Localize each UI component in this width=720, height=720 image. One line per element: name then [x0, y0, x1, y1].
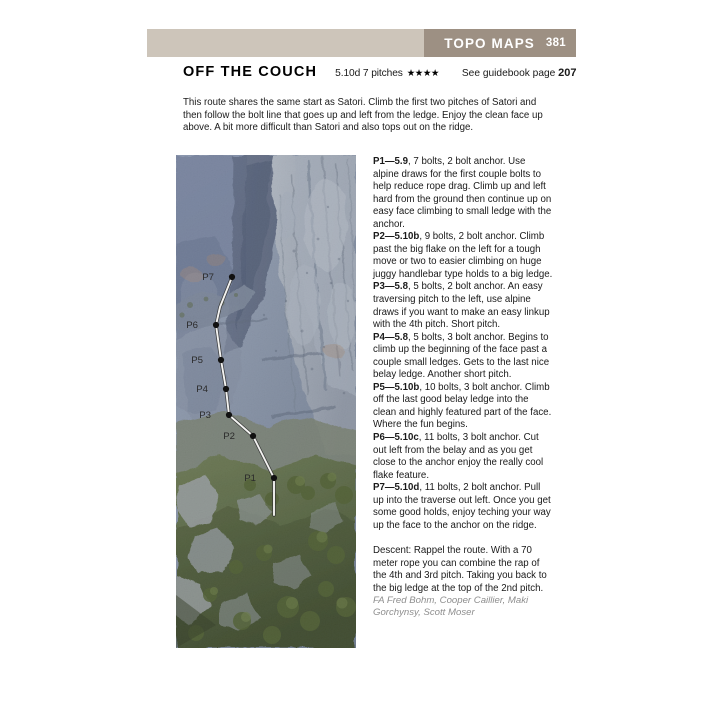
pitch-entry-p2 [373, 231, 553, 281]
pitch-text-p1: , 7 bolts, 2 bolt anchor. Use alpine draws for the first couple bolts to help reduce rope drag. Climb up and left hard from the ground then continue up on easy face climbing to small ledge with the anchor. [373, 156, 552, 230]
pitch-label-p3: P3 [199, 410, 211, 421]
pitch-id-p3: P3—5.8 [373, 281, 409, 293]
guidebook-reference-label: See guidebook page [461, 68, 559, 79]
pitch-text-p6: , 11 bolts, 3 bolt anchor. Cut out left from the belay and as you get close to the anchor enjoy the really cool flake feature. [373, 432, 544, 481]
pitch-label-p1: P1 [244, 473, 256, 484]
pitch-id-p4: P4—5.8 [373, 331, 409, 343]
route-grade: 5.10d 7 pitches [335, 68, 403, 79]
header-band [147, 29, 576, 57]
pitch-entry-p6 [373, 432, 553, 482]
route-title-row [183, 64, 577, 80]
pitch-id-p2: P2—5.10b [373, 231, 420, 243]
pitch-text-p5: , 10 bolts, 3 bolt anchor. Climb off the last good belay ledge into the clean and highly featured part of the face. Where the fun begins. [373, 381, 552, 431]
route-intro: This route shares the same start as Satori. Climb the first two pitches of Satori and then follow the bolt line that goes up and left from the ledge. Enjoy the clean face up above. A bit more difficult than Satori and also tops out on the ridge. [183, 97, 543, 134]
topo-photo [176, 155, 356, 648]
pitch-text-p2: , 9 bolts, 2 bolt anchor. Climb past the big flake on the left for a tough move or two to easier climbing on huge juggy handlebar type holds to a big ledge. [373, 231, 553, 280]
pitch-id-p7: P7—5.10d [373, 482, 420, 494]
pitch-entry-p5 [373, 382, 553, 432]
pitch-label-p4: P4 [196, 384, 208, 395]
section-title: TOPO MAPS [444, 35, 535, 51]
column-spacer [373, 532, 553, 545]
pitch-text-p4: , 5 bolts, 3 bolt anchor. Begins to climb up the beginning of the face past a couple small ledges. Gets to the last nice belay ledge. Another short pitch. [373, 331, 550, 381]
page-number: 381 [545, 37, 566, 49]
pitch-id-p5: P5—5.10b [373, 381, 420, 393]
route-name: OFF THE COUCH [183, 64, 318, 80]
pitch-label-p6: P6 [186, 320, 198, 331]
guidebook-reference-page: 207 [558, 67, 577, 79]
guidebook-reference [462, 67, 577, 79]
descent-note: Descent: Rappel the route. With a 70 meter rope you can combine the rap of the 4th and 3rd pitch. Taking you back to the big ledge at the top of the 2nd pitch. [373, 544, 547, 594]
header-band-dark [424, 29, 576, 57]
pitch-label-p7: P7 [202, 272, 214, 283]
pitch-entry-p1 [373, 156, 553, 231]
pitch-description-column [373, 156, 553, 620]
first-ascent-credit: FA Fred Bohm, Cooper Caillier, Maki Gorchynsy, Scott Moser [373, 595, 529, 619]
header-band-light [147, 29, 424, 57]
star-rating: ★★★★ [406, 68, 439, 79]
pitch-label-p5: P5 [191, 355, 203, 366]
pitch-id-p1: P1—5.9 [373, 156, 409, 167]
pitch-entry-p7 [373, 482, 553, 532]
pitch-text-p3: , 5 bolts, 2 bolt anchor. An easy traversing pitch to the left, use alpine draws if you want to make an easy linkup with the 4th pitch. Short pitch. [373, 281, 550, 331]
pitch-entry-p4 [373, 332, 553, 382]
pitch-text-p7: , 11 bolts, 2 bolt anchor. Pull up into the traverse out left. Once you get some good holds, enjoy teching your way up the face to the anchor on the ridge. [373, 482, 551, 531]
topo-photo-image [176, 155, 356, 648]
pitch-id-p6: P6—5.10c [373, 432, 419, 444]
pitch-label-p2: P2 [223, 431, 235, 442]
pitch-entry-p3 [373, 281, 553, 331]
